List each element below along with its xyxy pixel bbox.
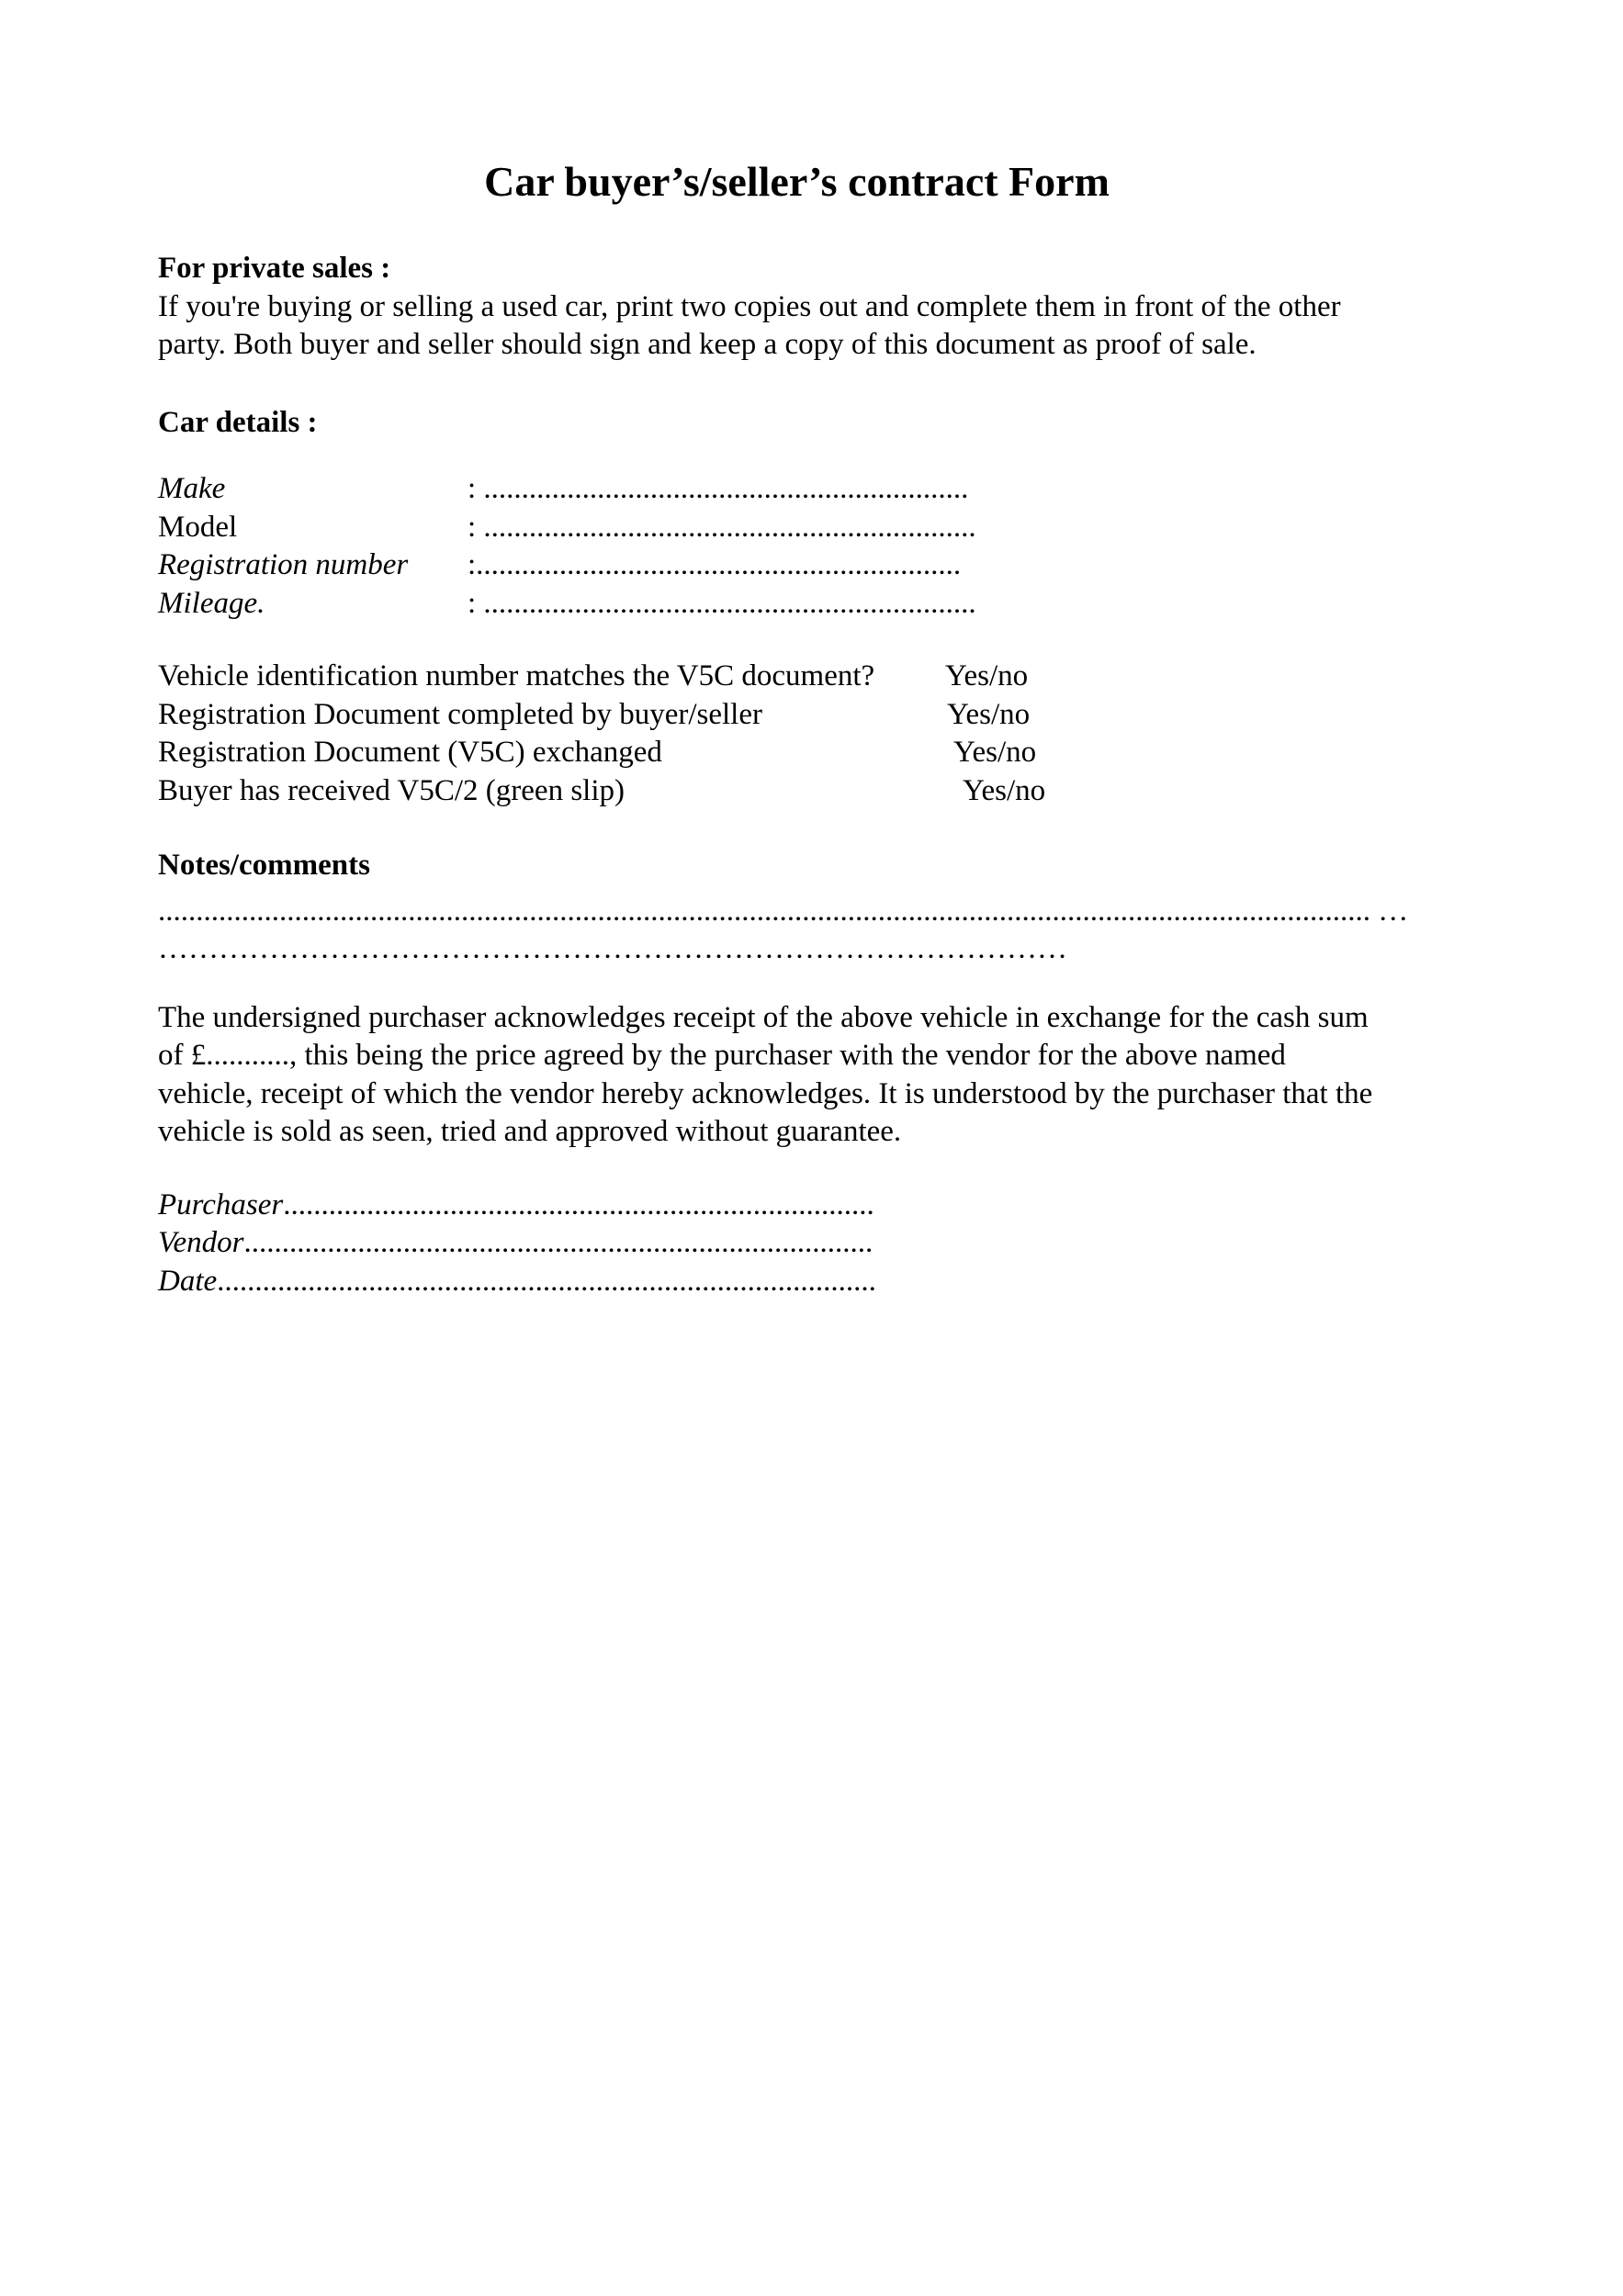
checklist-row-registration-completed bbox=[158, 696, 1436, 735]
mileage-label: Mileage. bbox=[158, 586, 265, 620]
private-sales-heading: For private sales : bbox=[158, 252, 391, 285]
registration-completed-yes-no: Yes/no bbox=[947, 697, 1031, 731]
acknowledgement-line: The undersigned purchaser acknowledges receipt of the above vehicle in exchange for the cash sum bbox=[158, 1000, 1369, 1034]
v5c-exchanged-label: Registration Document (V5C) exchanged bbox=[158, 736, 662, 769]
notes-comments-heading: Notes/comments bbox=[158, 849, 370, 882]
green-slip-yes-no: Yes/no bbox=[963, 773, 1046, 807]
green-slip-label: Buyer has received V5C/2 (green slip) bbox=[158, 773, 625, 807]
purchaser-signature-row bbox=[158, 1187, 1436, 1225]
make-fill-in-line: : ................................................................ bbox=[468, 472, 969, 505]
intro-text-line: party. Both buyer and seller should sign and keep a copy of this document as proof of sale. bbox=[158, 328, 1257, 361]
date-signature-row bbox=[158, 1263, 1436, 1301]
acknowledgement-paragraph bbox=[158, 999, 1436, 1152]
date-fill-in-line: ....................................................................................... bbox=[217, 1264, 876, 1298]
car-details-heading: Car details : bbox=[158, 405, 318, 439]
checklist bbox=[158, 658, 1436, 810]
signature-block bbox=[158, 1187, 1436, 1301]
model-label: Model bbox=[158, 510, 238, 544]
v5c-exchanged-yes-no: Yes/no bbox=[953, 736, 1037, 769]
acknowledgement-line: vehicle is sold as seen, tried and approved without guarantee. bbox=[158, 1115, 902, 1148]
page-title: Car buyer’s/seller’s contract Form bbox=[484, 158, 1110, 205]
checklist-row-v5c-exchanged bbox=[158, 734, 1436, 772]
notes-fill-in-line-1: ................................................................................................................................................................ … bbox=[158, 894, 1409, 928]
mileage-fill-in-line: : ................................................................. bbox=[468, 586, 976, 620]
vendor-signature-row bbox=[158, 1224, 1436, 1263]
vin-matches-label: Vehicle identification number matches the V5C document? bbox=[158, 659, 875, 692]
vendor-fill-in-line: ................................................................................... bbox=[243, 1226, 873, 1259]
purchaser-label: Purchaser bbox=[158, 1187, 284, 1221]
car-detail-row-make bbox=[158, 470, 1436, 509]
intro-text-line: If you're buying or selling a used car, print two copies out and complete them in front of the other bbox=[158, 289, 1341, 323]
acknowledgement-line: of £..........., this being the price agreed by the purchaser with the vendor for the above named bbox=[158, 1039, 1286, 1072]
car-details-table bbox=[158, 470, 1436, 623]
car-detail-row-model bbox=[158, 509, 1436, 547]
checklist-row-green-slip bbox=[158, 772, 1436, 811]
registration-number-label: Registration number bbox=[158, 548, 409, 581]
model-fill-in-line: : ................................................................. bbox=[468, 510, 976, 544]
notes-fill-in-line-2: ……………………………………………………………………………… bbox=[158, 932, 1067, 965]
make-label: Make bbox=[158, 472, 226, 505]
registration-completed-label: Registration Document completed by buyer/seller bbox=[158, 697, 762, 731]
car-detail-row-registration bbox=[158, 546, 1436, 585]
car-detail-row-mileage bbox=[158, 585, 1436, 624]
checklist-row-vin-matches bbox=[158, 658, 1436, 696]
registration-number-fill-in-line: :................................................................ bbox=[468, 548, 962, 581]
vendor-label: Vendor bbox=[158, 1226, 244, 1259]
purchaser-fill-in-line: .............................................................................. bbox=[283, 1187, 874, 1221]
date-label: Date bbox=[158, 1264, 218, 1298]
acknowledgement-line: vehicle, receipt of which the vendor hereby acknowledges. It is understood by the purchaser that the bbox=[158, 1076, 1373, 1110]
vin-matches-yes-no: Yes/no bbox=[945, 659, 1029, 692]
